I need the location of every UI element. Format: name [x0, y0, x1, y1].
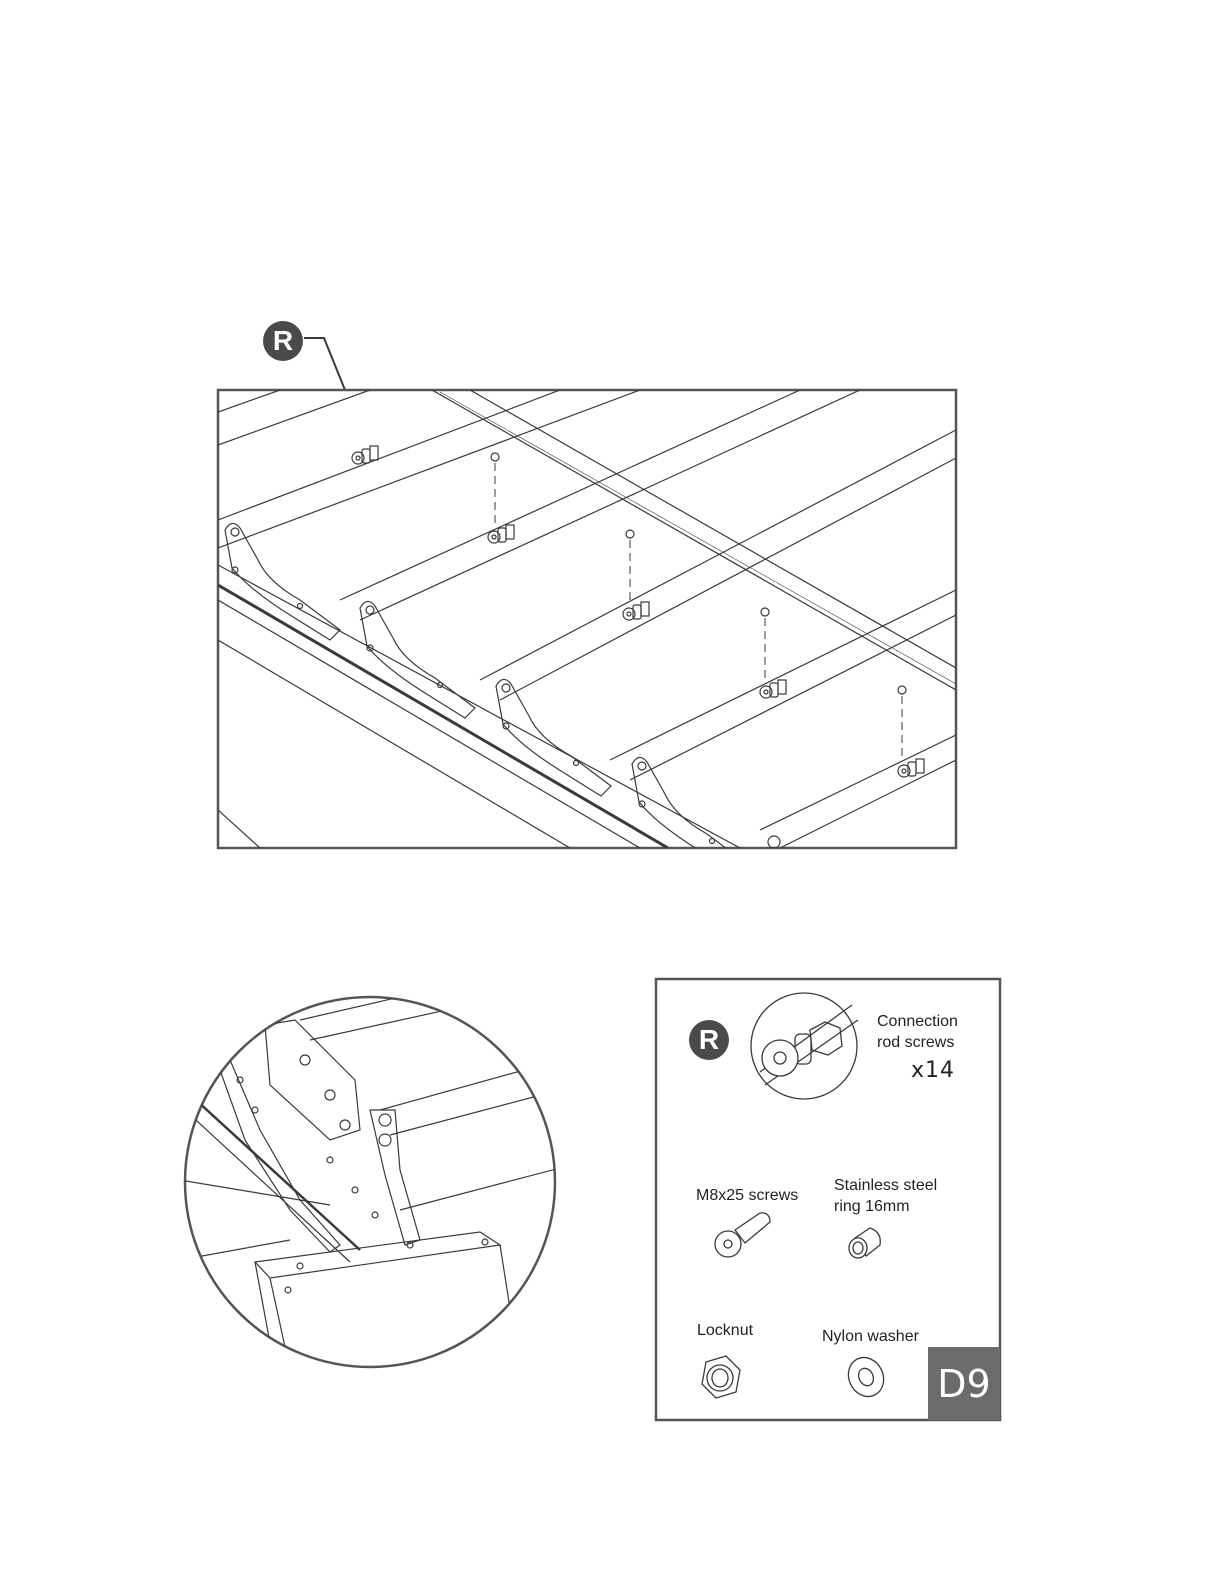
locknut-icon — [702, 1356, 740, 1398]
part-r-callout-badge — [263, 321, 303, 361]
step-number-badge — [928, 1347, 1000, 1420]
connection-rod-screws-label: Connection rod screws — [877, 1013, 958, 1051]
part-r-badge — [689, 1020, 729, 1060]
callout-letter: R — [272, 325, 294, 356]
m8x25-screw-icon — [715, 1213, 770, 1257]
nylon-washer-icon — [842, 1352, 890, 1403]
stainless-ring-icon — [849, 1228, 880, 1258]
main-view-frame — [218, 390, 956, 848]
m8x25-screws-label: M8x25 screws — [696, 1187, 799, 1204]
detail-view-circle — [185, 997, 555, 1367]
part-r-letter: R — [698, 1024, 720, 1055]
connection-rod-screw-icon — [751, 993, 858, 1099]
nylon-washer-label: Nylon washer — [822, 1328, 919, 1345]
step-label: D9 — [937, 1361, 991, 1406]
stainless-ring-label: Stainless steel ring 16mm — [834, 1177, 938, 1215]
connection-rod-screws-quantity: x14 — [911, 1058, 956, 1083]
locknut-label: Locknut — [697, 1322, 754, 1339]
